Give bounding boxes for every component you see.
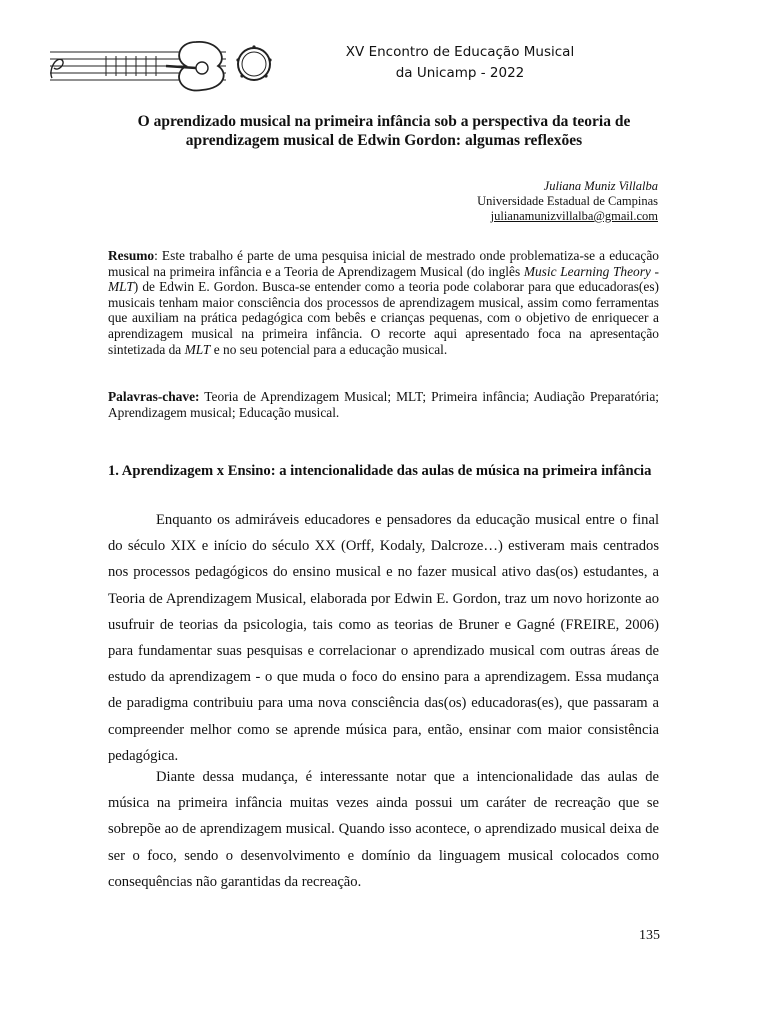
- author-name: Juliana Muniz Villalba: [543, 179, 658, 193]
- event-title-line2: da Unicamp - 2022: [395, 65, 525, 81]
- abstract-text-3: e no seu potencial para a educação musical.: [210, 341, 448, 357]
- event-title: [310, 42, 610, 84]
- abstract-text-1: : Este trabalho é parte de uma pesquisa inicial de mestrado onde problematiza-se a educação musical na primeira infância e a Teoria de Aprendizagem Musical (do inglês: [108, 248, 659, 279]
- author-institution: Universidade Estadual de Campinas: [477, 194, 658, 208]
- author-block: [338, 179, 658, 224]
- event-title-line1: XV Encontro de Educação Musical: [345, 44, 575, 60]
- guitar-staff-logo-icon: [46, 30, 276, 96]
- abstract-italic-mlt: MLT: [184, 341, 211, 357]
- keywords-label: Palavras-chave:: [108, 389, 200, 404]
- abstract-label: Resumo: [108, 248, 155, 263]
- page-number: 135: [639, 928, 660, 943]
- body-paragraph-1: Enquanto os admiráveis educadores e pensadores da educação musical entre o final do século XIX e início do século XX (Orff, Kodaly, Dalcroze…) estiveram mais centrados nos processos pedagógicos do ensino musical e no fazer musical ativo das(os) estudantes, a Teoria de Aprendizagem Musical, elaborada por Edwin E. Gordon, traz um novo horizonte ao usufruir de teorias da psicologia, tais como as teorias de Bruner e Gagné (FREIRE, 2006) para fundamentar suas pesquisas e correlacionar o aprendizado musical com outras áreas de estudo da aprendizagem - o que muda o foco do ensino para a aprendizagem. Essa mudança de paradigma contribuiu para uma nova consciência das(os) educadoras(es), que passaram a compreender melhor como se aprende música para, então, ensinar com maior consistência pedagógica.: [108, 512, 659, 764]
- keywords-text: Teoria de Aprendizagem Musical; MLT; Primeira infância; Audiação Preparatória; Aprendizagem musical; Educação musical.: [108, 389, 659, 420]
- abstract-italic-mlt-full: Music Learning Theory - MLT: [108, 263, 659, 295]
- abstract: [108, 248, 659, 357]
- author-email-link[interactable]: julianamunizvillalba@gmail.com: [490, 209, 658, 223]
- section-heading: 1. Aprendizagem x Ensino: a intencionalidade das aulas de música na primeira infância: [108, 463, 652, 479]
- keywords: [108, 389, 659, 420]
- body-paragraph-2: Diante dessa mudança, é interessante notar que a intencionalidade das aulas de música na primeira infância muitas vezes ainda possui um caráter de recreação que se sobrepõe ao de aprendizagem musical. Quando isso acontece, o aprendizado musical deixa de ser o foco, sendo o desenvolvimento e domínio da linguagem musical colocados como consequências não garantidas da recreação.: [108, 769, 659, 890]
- abstract-text-2: ) de Edwin E. Gordon. Busca-se entender como a teoria pode colaborar para que educadoras(es) musicais tenham maior consciência dos processos de aprendizagem musical, assim como ferramentas que auxiliam na prática pedagógica com bebês e crianças pequenas, com o objetivo de enriquecer a aprendizagem musical na primeira infância. O recorte aqui apresentado foca na apresentação sintetizada da: [108, 279, 659, 357]
- paper-title: O aprendizado musical na primeira infância sob a perspectiva da teoria de aprendizagem musical de Edwin Gordon: algumas reflexões: [137, 113, 631, 149]
- event-header: [46, 30, 575, 100]
